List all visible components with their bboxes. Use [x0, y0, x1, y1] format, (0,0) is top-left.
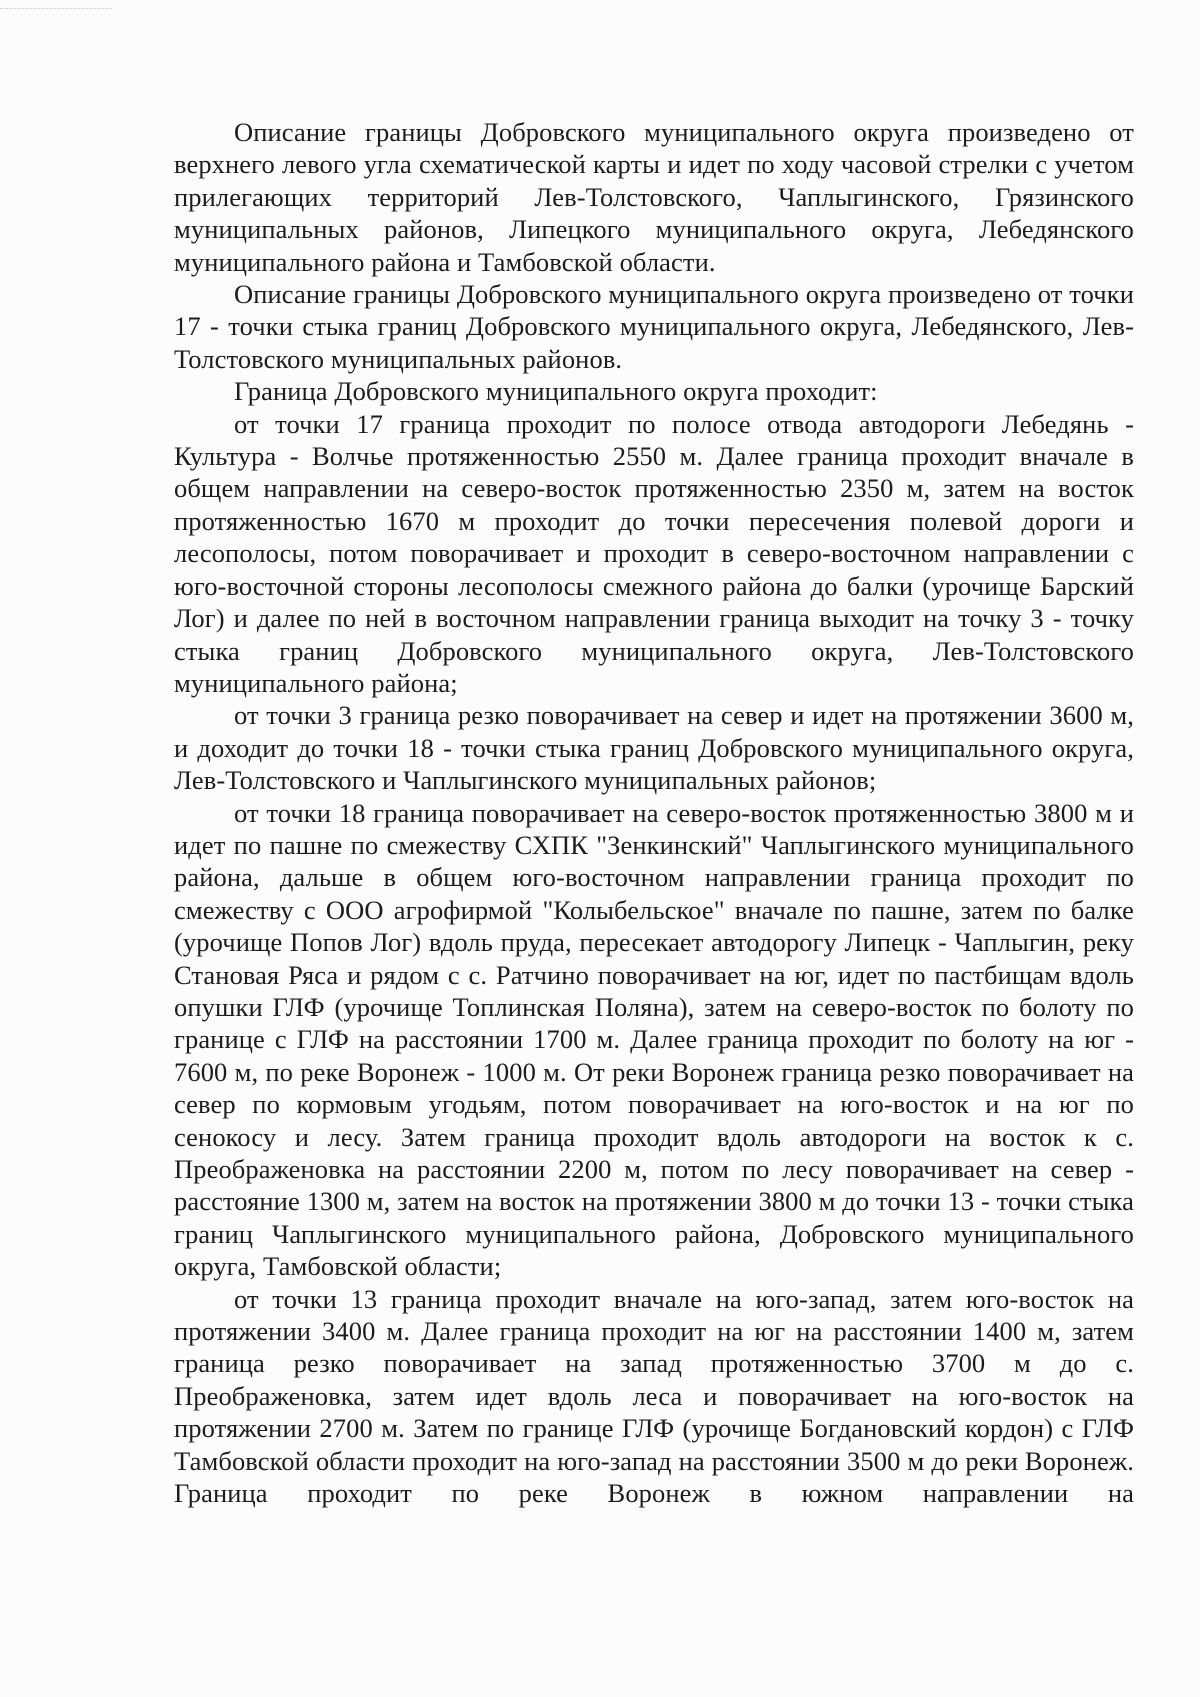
paragraph-boundary-start-point: Описание границы Добровского муниципального округа произведено от точки 17 - точки стыка границ Добровского муниципального округа, Лебедянского, Лев-Толстовского муниципальных районов.	[174, 279, 1134, 374]
scan-artifact	[0, 8, 112, 11]
document-body	[174, 116, 1134, 1509]
paragraph-from-point-18: от точки 18 граница поворачивает на северо-восток протяженностью 3800 м и идет по пашне по смежеству СХПК "Зенкинский" Чаплыгинского муниципального района, дальше в общем юго-восточном направлении граница проходит по смежеству с ООО агрофирмой "Колыбельское" вначале по пашне, затем по балке (урочище Попов Лог) вдоль пруда, пересекает автодорогу Липецк - Чаплыгин, реку Становая Ряса и рядом с с. Ратчино поворачивает на юг, идет по пастбищам вдоль опушки ГЛФ (урочище Топлинская Поляна), затем на северо-восток по болоту по границе с ГЛФ на расстоянии 1700 м. Далее граница проходит по болоту на юг - 7600 м, по реке Воронеж - 1000 м. От реки Воронеж граница резко поворачивает на север по кормовым угодьям, потом поворачивает на юго-восток и на юг по сенокосу и лесу. Затем граница проходит вдоль автодороги на восток к с. Преображеновка на расстоянии 2200 м, потом по лесу поворачивает на север - расстояние 1300 м, затем на восток на протяжении 3800 м до точки 13 - точки стыка границ Чаплыгинского муниципального района, Добровского муниципального округа, Тамбовской области;	[174, 797, 1134, 1282]
paragraph-from-point-3: от точки 3 граница резко поворачивает на север и идет на протяжении 3600 м, и доходит до точки 18 - точки стыка границ Добровского муниципального округа, Лев-Толстовского и Чаплыгинского муниципальных районов;	[174, 700, 1134, 796]
paragraph-boundary-description-intro: Описание границы Добровского муниципального округа произведено от верхнего левого угла схематической карты и идет по ходу часовой стрелки с учетом прилегающих территорий Лев-Толстовского, Чаплыгинского, Грязинского муниципальных районов, Липецкого муниципального округа, Лебедянского муниципального района и Тамбовской области.	[174, 117, 1134, 277]
paragraph-from-point-17: от точки 17 граница проходит по полосе отвода автодороги Лебедянь - Культура - Волчье протяженностью 2550 м. Далее граница проходит вначале в общем направлении на северо-восток протяженностью 2350 м, затем на восток протяженностью 1670 м проходит до точки пересечения полевой дороги и лесополосы, потом поворачивает и проходит в северо-восточном направлении с юго-восточной стороны лесополосы смежного района до балки (урочище Барский Лог) и далее по ней в восточном направлении граница выходит на точку 3 - точку стыка границ Добровского муниципального округа, Лев-Толстовского муниципального района;	[174, 408, 1134, 698]
paragraph-from-point-13: от точки 13 граница проходит вначале на юго-запад, затем юго-восток на протяжении 3400 м. Далее граница проходит на юг на расстоянии 1400 м, затем граница резко поворачивает на запад протяженностью 3700 м до с. Преображеновка, затем идет вдоль леса и поворачивает на юго-восток на протяжении 2700 м. Затем по границе ГЛФ (урочище Богдановский кордон) с ГЛФ Тамбовской области проходит на юго-запад на расстоянии 3500 м до реки Воронеж. Граница проходит по реке Воронеж в южном направлении на	[174, 1283, 1134, 1509]
paragraph-boundary-passes: Граница Добровского муниципального округа проходит:	[234, 376, 878, 407]
